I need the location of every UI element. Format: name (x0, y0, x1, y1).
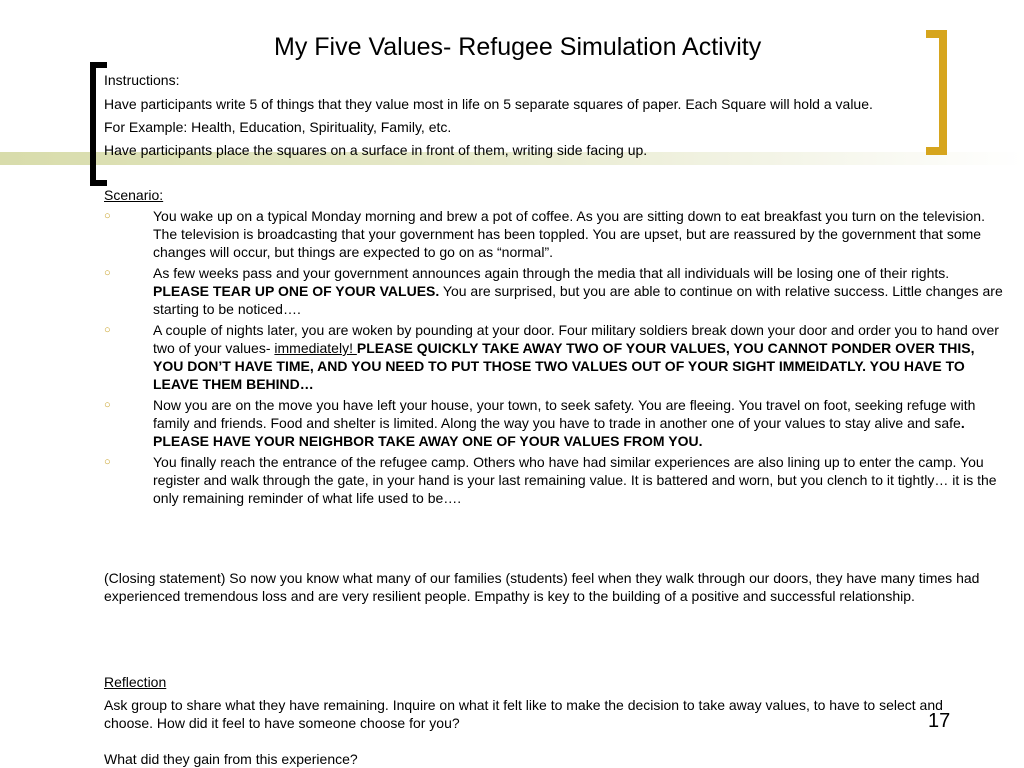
reflection-heading: Reflection (104, 674, 167, 690)
list-item (104, 453, 1004, 507)
list-item (104, 396, 1004, 450)
scenario-text: You finally reach the entrance of the refugee camp. Others who have had similar experiences are also lining up to enter the camp. You register and walk through the gate, in your hand is your last remaining value. It is battered and worn, but you clench to it tightly… it is the only remaining reminder of what life used to be…. (153, 454, 997, 506)
list-item (104, 321, 1004, 393)
instructions-line-3: Have participants place the squares on a surface in front of them, writing side facing up. (104, 142, 648, 158)
slide-title: My Five Values- Refugee Simulation Activity (274, 33, 762, 61)
scenario-list (104, 207, 1004, 510)
scenario-text: Now you are on the move you have left your house, your town, to seek safety. You are fleeing. You travel on foot, seeking refuge with family and friends. Food and shelter is limited. Along the way you have to trade in another one of your values to stay alive and safe (153, 397, 976, 431)
bullet-circle-icon: ○ (104, 267, 111, 279)
scenario-text: As few weeks pass and your government announces again through the media that all individuals will be losing one of their rights. (153, 265, 950, 281)
list-item (104, 207, 1004, 261)
instructions-line-2: For Example: Health, Education, Spirituality, Family, etc. (104, 119, 452, 135)
right-bracket-decoration (926, 30, 947, 155)
closing-statement: (Closing statement) So now you know what many of our families (students) feel when they walk through our doors, they have many times had experienced tremendous loss and are very resilient people. Empathy is key to the building of a positive and successful relationship. (104, 570, 980, 604)
scenario-instruction: PLEASE TEAR UP ONE OF YOUR VALUES. (153, 283, 440, 299)
scenario-instruction: PLEASE QUICKLY TAKE AWAY TWO OF YOUR VALUES, YOU CANNOT PONDER OVER THIS, YOU DON’T HAVE TIME, AND YOU NEED TO PUT THOSE TWO VALUES OUT OF YOUR SIGHT IMMEIDATLY. YOU HAVE TO LEAVE THEM BEHIND… (153, 340, 975, 392)
scenario-text: You wake up on a typical Monday morning and brew a pot of coffee. As you are sitting down to eat breakfast you turn on the television. The television is broadcasting that your government has been toppled. You are upset, but are reassured by the government that some changes will occur, but things are expected to go on as “normal”. (153, 208, 985, 260)
instructions-heading: Instructions: (104, 72, 180, 88)
scenario-text: You are surprised, but you are able to continue on with relative success. Little changes are starting to be noticed…. (153, 283, 1003, 317)
reflection-section (104, 673, 984, 768)
bullet-circle-icon: ○ (104, 399, 111, 411)
bullet-circle-icon: ○ (104, 324, 111, 336)
reflection-line-2: What did they gain from this experience? (104, 751, 358, 767)
page-number: 17 (928, 710, 951, 732)
scenario-instruction: . PLEASE HAVE YOUR NEIGHBOR TAKE AWAY ONE OF YOUR VALUES FROM YOU. (153, 415, 965, 449)
scenario-text: A couple of nights later, you are woken by pounding at your door. Four military soldiers break down your door and order you to hand over two of your values- (153, 322, 999, 356)
instructions-line-1: Have participants write 5 of things that they value most in life on 5 separate squares of paper. Each Square will hold a value. (104, 96, 873, 112)
list-item (104, 264, 1004, 318)
scenario-heading: Scenario: (104, 187, 164, 203)
bullet-circle-icon: ○ (104, 456, 111, 468)
scenario-emphasis: immediately! (274, 340, 357, 356)
reflection-line-1: Ask group to share what they have remaining. Inquire on what it felt like to make the decision to take away values, to have to select and choose. How did it feel to have someone choose for you? (104, 697, 943, 731)
bullet-circle-icon: ○ (104, 210, 111, 222)
